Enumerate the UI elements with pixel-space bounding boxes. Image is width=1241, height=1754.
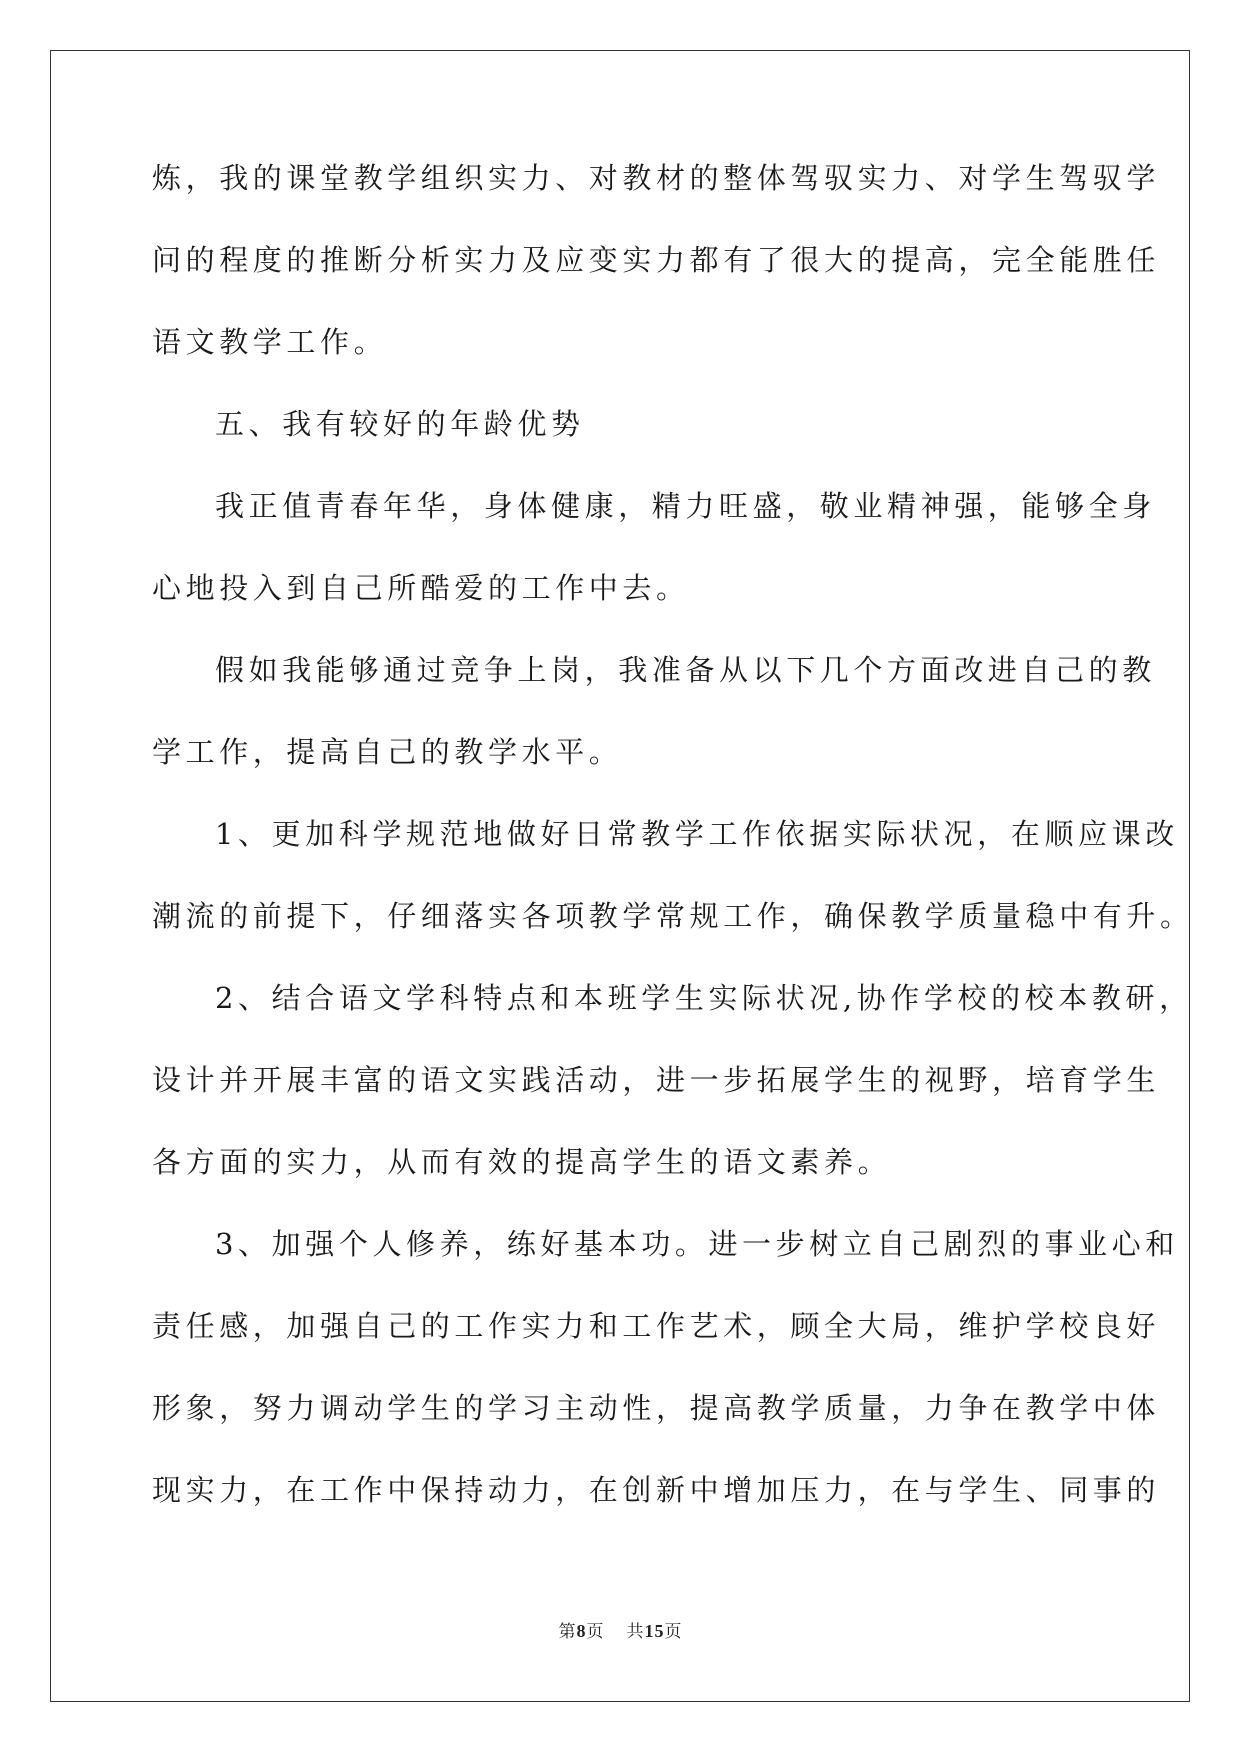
page-footer	[0, 1617, 1241, 1642]
text-line: 潮流的前提下，仔细落实各项教学常规工作，确保教学质量稳中有升。	[152, 899, 1194, 933]
text-line: 各方面的实力，从而有效的提高学生的语文素养。	[152, 1145, 892, 1179]
text-line: 学工作，提高自己的教学水平。	[152, 735, 623, 769]
text-line: 2、结合语文学科特点和本班学生实际状况,协作学校的校本教研，	[215, 981, 1193, 1015]
page-number-prefix: 第	[558, 1622, 577, 1642]
text-line: 五、我有较好的年龄优势	[215, 407, 585, 441]
text-line: 心地投入到自己所酷爱的工作中去。	[152, 571, 690, 605]
page-total-suffix: 页	[664, 1622, 683, 1642]
page-total-prefix: 共	[626, 1622, 645, 1642]
text-line: 炼，我的课堂教学组织实力、对教材的整体驾驭实力、对学生驾驭学	[152, 161, 1161, 195]
text-line: 责任感，加强自己的工作实力和工作艺术，顾全大局，维护学校良好	[152, 1309, 1161, 1343]
text-line: 1、更加科学规范地做好日常教学工作依据实际状况，在顺应课改	[215, 817, 1179, 851]
text-line: 形象，努力调动学生的学习主动性，提高教学质量，力争在教学中体	[152, 1391, 1161, 1425]
text-line: 设计并开展丰富的语文实践活动，进一步拓展学生的视野，培育学生	[152, 1063, 1161, 1097]
text-line: 假如我能够通过竞争上岗，我准备从以下几个方面改进自己的教	[215, 653, 1156, 687]
text-line: 我正值青春年华，身体健康，精力旺盛，敬业精神强，能够全身	[215, 489, 1156, 523]
page-number-current: 8	[576, 1621, 587, 1641]
text-line: 现实力，在工作中保持动力，在创新中增加压力，在与学生、同事的	[152, 1473, 1161, 1507]
page-number-suffix: 页	[586, 1622, 605, 1642]
page-number-total: 15	[644, 1621, 665, 1641]
text-line: 语文教学工作。	[152, 325, 388, 359]
text-line: 3、加强个人修养，练好基本功。进一步树立自己剧烈的事业心和	[215, 1227, 1179, 1261]
text-line: 问的程度的推断分析实力及应变实力都有了很大的提高，完全能胜任	[152, 243, 1161, 277]
document-body	[152, 160, 1194, 1554]
